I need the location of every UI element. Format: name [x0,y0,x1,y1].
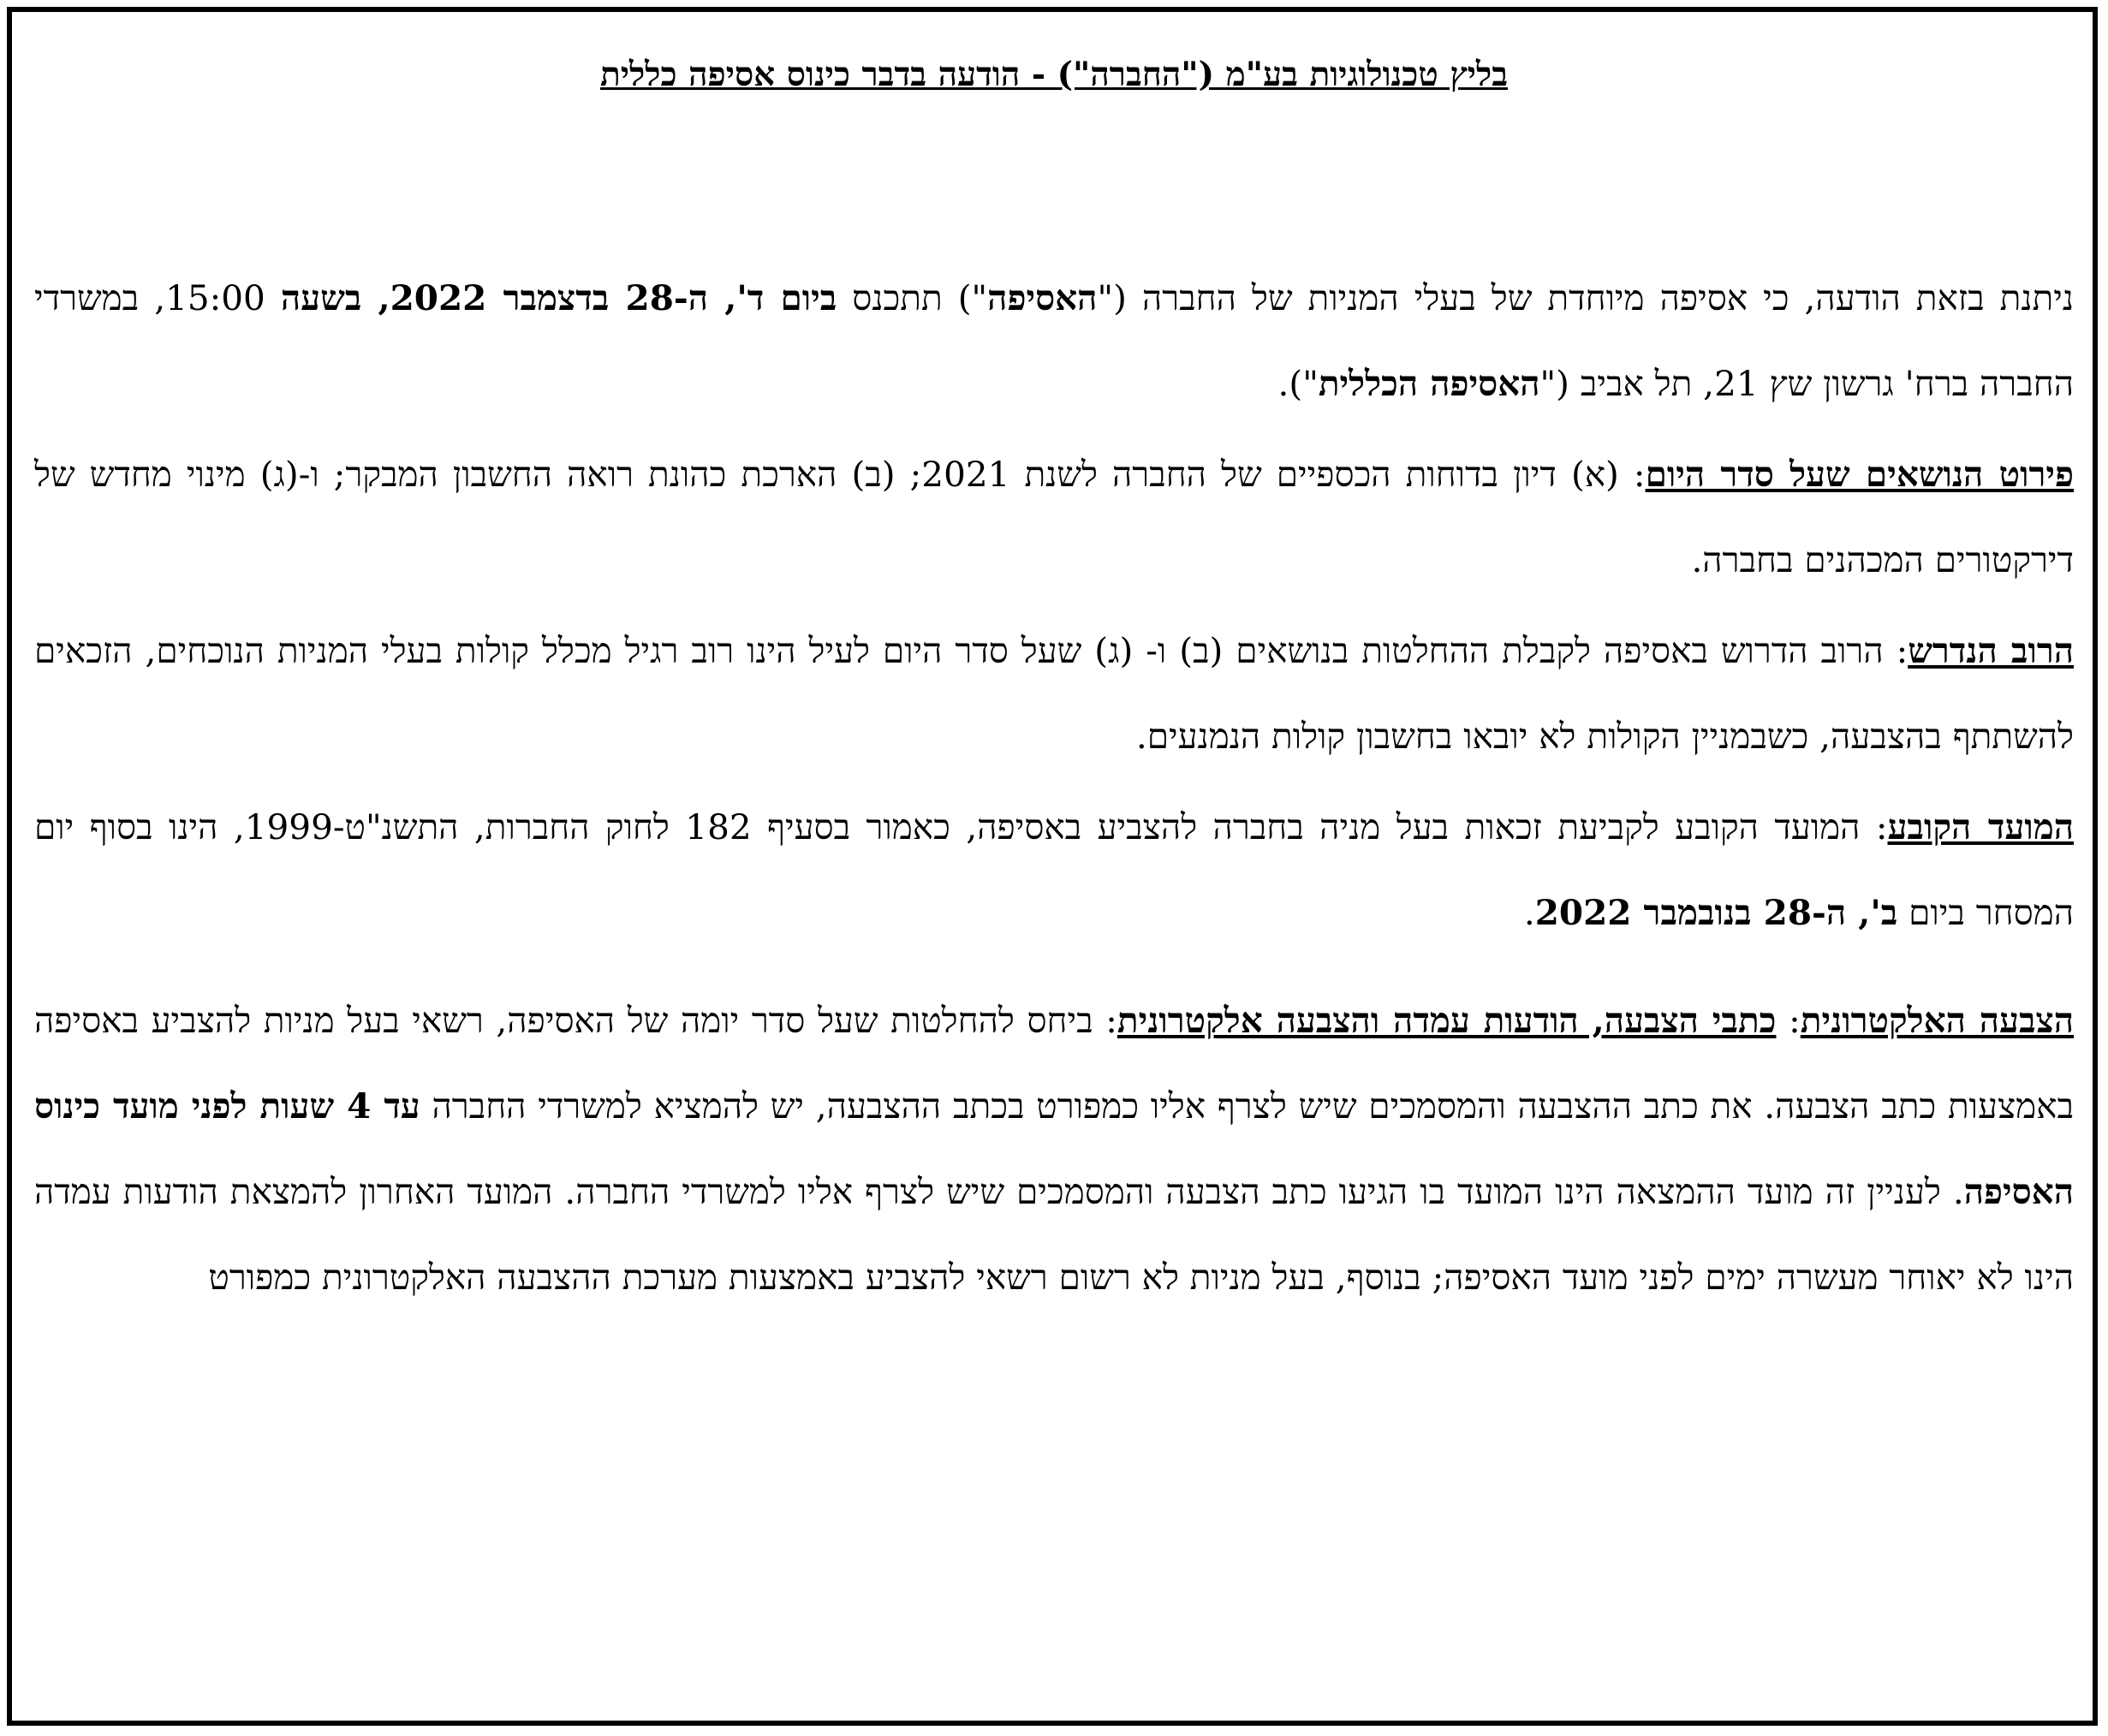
record-date-text-2: . [1523,892,1535,933]
notice-text-3: 15:00, במשרדי החברה ברח' גרשון שץ 21, תל אביב (" [34,277,2074,404]
majority-text: : הרוב הדרוש באסיפה לקבלת ההחלטות בנושאים (ב) ו- (ג) שעל סדר היום לעיל הינו רוב רגיל מכלל קולות בעלי המניות הנוכחים, הזכאים להשתתף בהצבעה, כשבמניין הקולות לא יובאו בחשבון קולות הנמנעים. [34,630,2074,757]
evoting-sep: : [1776,1000,1801,1041]
agenda-text: : (א) דיון בדוחות הכספיים של החברה לשנת 2021; (ב) הארכת כהונת רואה החשבון המבקר; ו-(ג) מינוי מחדש של דירקטורים המכהנים בחברה. [34,454,2074,580]
record-date-value: ב', ה-28 בנובמבר 2022 [1534,892,1898,933]
record-date-text-1: : המועד הקובע לקביעת זכאות בעל מניה בחברה להצביע באסיפה, כאמור בסעיף 182 לחוק החברות, התשנ"ט-1999, הינו בסוף יום המסחר ביום [34,806,2074,933]
paragraph-required-majority [34,608,2074,779]
document-body [34,41,2074,1325]
majority-heading: הרוב הנדרש [1908,630,2075,671]
record-date-heading: המועד הקובע [1887,806,2074,847]
notice-term-general-meeting: האסיפה הכללית [1318,363,1540,404]
paragraph-electronic-voting [34,978,2074,1320]
notice-text-4: "). [1277,363,1319,404]
notice-term-meeting: האסיפה [987,277,1098,318]
evoting-subheading: כתבי הצבעה, הודעות עמדה והצבעה אלקטרונית [1117,1000,1777,1041]
paragraph-record-date [34,784,2074,955]
evoting-heading: הצבעה האלקטרונית [1800,1000,2074,1041]
notice-meeting-date: ביום ד', ה-28 בדצמבר 2022, בשעה [280,277,837,318]
evoting-text-1: : ביחס להחלטות שעל סדר יומה של האסיפה, רשאי בעל מניות להצביע באסיפה באמצעות כתב הצבעה. את כתב ההצבעה והמסמכים שיש לצרף אליו כמפורט בכתב ההצבעה, יש להמציא למשרדי החברה [34,1000,2074,1127]
paragraph-agenda [34,431,2074,603]
agenda-heading: פירוט הנושאים שעל סדר היום [1645,454,2074,495]
evoting-deadline: עד 4 שעות לפני מועד כינוס האסיפה [34,1085,2074,1212]
paragraph-meeting-notice [34,255,2074,426]
notice-text-2: ") תתכנס [837,277,988,318]
notice-text-1: ניתנת בזאת הודעה, כי אסיפה מיוחדת של בעלי המניות של החברה (" [1097,277,2074,318]
document-title: בליץ טכנולוגיות בע"מ ("החברה") - הודעה בדבר כינוס אסיפה כללית [599,55,1509,94]
evoting-text-2: . לעניין זה מועד ההמצאה הינו המועד בו הגיעו כתב הצבעה והמסמכים שיש לצרף אליו למשרדי החברה. המועד האחרון להמצאת הודעות עמדה הינו לא יאוחר מעשרה ימים לפני מועד האסיפה; בנוסף, בעל מניות לא רשום רשאי להצביע באמצעות מערכת ההצבעה האלקטרונית כמפורט [34,1171,2074,1298]
